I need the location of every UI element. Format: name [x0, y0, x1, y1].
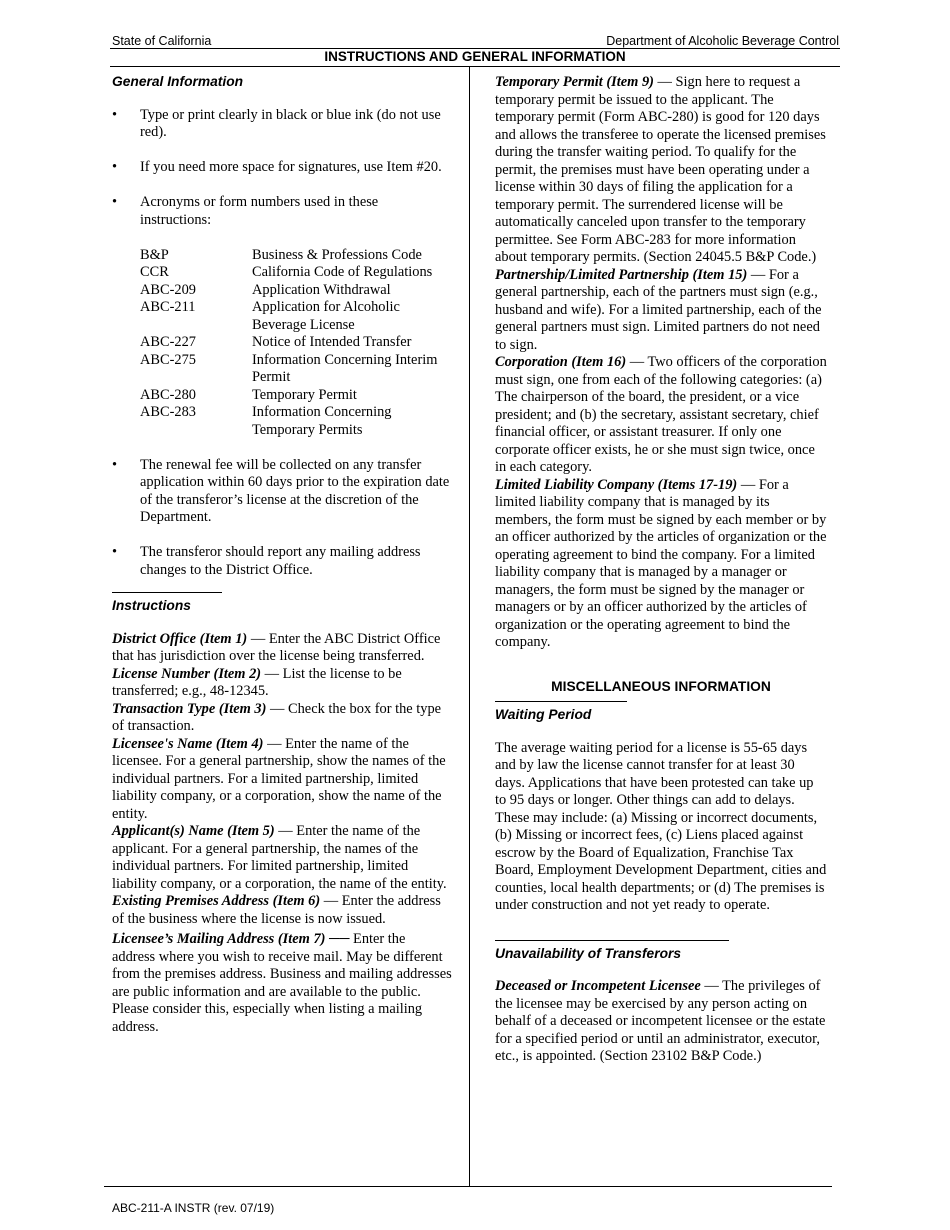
- header-state: State of California: [112, 34, 212, 48]
- instruction-item: [112, 931, 452, 1036]
- instruction-item: [112, 631, 452, 666]
- instruction-text: The privileges of the licensee may be exercised by any person acting on behalf of a deceased or incompetent licensee or the estate for a specified period or until an administrator, executor, etc., is appointed. (Section 23102 B&P Code.): [495, 978, 826, 1064]
- acronym-desc: Business & Professions Code: [252, 246, 422, 263]
- instruction-item: [112, 893, 452, 928]
- instruction-lead: Partnership/Limited Partnership (Item 15): [495, 266, 748, 283]
- instruction-lead: District Office (Item 1): [112, 630, 248, 647]
- bullet-text: The renewal fee will be collected on any transfer application within 60 days prior to the expiration date of the transferor’s license at the discretion of the Department.: [140, 456, 450, 525]
- header-rule-bottom: [110, 66, 840, 67]
- instruction-text: Enter the ABC District Office that has jurisdiction over the license being transferred.: [112, 630, 441, 664]
- acronym-desc: Notice of Intended Transfer: [252, 334, 412, 350]
- bullet-item: [112, 159, 452, 177]
- acronym-code: ABC-211: [140, 299, 196, 315]
- instruction-text: Enter the address of the business where the license is now issued.: [112, 893, 441, 927]
- instruction-item: [112, 666, 452, 701]
- instruction-text: Check the box for the type of transaction.: [112, 700, 442, 734]
- instruction-lead: Applicant(s) Name (Item 5): [112, 823, 275, 839]
- instruction-sep: —: [747, 266, 769, 283]
- instruction-lead: Licensee's Name (Item 4): [112, 735, 264, 752]
- footer-rule: [104, 1186, 832, 1187]
- instruction-sep: —: [261, 665, 283, 682]
- bullet-text: Acronyms or form numbers used in these instructions:: [140, 194, 379, 228]
- instructions-heading: Instructions: [112, 598, 191, 613]
- column-divider: [469, 67, 470, 1186]
- acronym-code: ABC-283: [140, 404, 196, 420]
- instruction-sep: —: [266, 700, 289, 717]
- acronym-row: [140, 282, 452, 300]
- acronym-row: [140, 404, 452, 439]
- instruction-item: [112, 736, 452, 824]
- acronym-code: ABC-275: [140, 351, 196, 368]
- bullet-text: The transferor should report any mailing address changes to the District Office.: [140, 544, 421, 578]
- instruction-lead: Corporation (Item 16): [495, 354, 627, 370]
- instruction-item: [112, 823, 452, 893]
- bullet-item: [112, 544, 452, 579]
- acronym-row: [140, 264, 452, 282]
- instruction-sep: —: [626, 354, 648, 370]
- waiting-period-text: The average waiting period for a license is 55-65 days and by law the license cannot transfer for at least 30 days. Applications that have been protested can take up to 95 days or longer. Other things can add to delays. These may include: (a) Missing or incorrect documents, (b) Missing or incorrect fees, (c) Liens placed against escrow by the Board of Equalization, Franchise Tax Board, Employment Development Department, cities and counties, local health departments; or (d) The premises is under construction and not yet ready to operate.: [495, 739, 827, 913]
- acronym-row: [140, 387, 452, 405]
- acronym-desc: Application for Alcoholic Beverage License: [252, 299, 400, 333]
- bullet-dot: •: [112, 194, 118, 210]
- instruction-lead: Licensee’s Mailing Address (Item 7): [112, 931, 326, 947]
- instruction-item: [495, 74, 827, 267]
- acronym-code: B&P: [140, 246, 169, 263]
- bullet-dot: •: [112, 544, 118, 560]
- instruction-item: [495, 267, 827, 355]
- acronym-code: ABC-227: [140, 334, 196, 350]
- instruction-text: Sign here to request a temporary permit be issued to the applicant. The temporary permit (Form ABC-280) is good for 120 days and allows the transferee to operate the licensed premises during the transfer waiting period. To qualify for the permit, the premises must have been operating under a license within 30 days of filing the application for a temporary permit. The surrendered license will be automatically canceled upon transfer to the temporary permittee. See Form ABC-283 for more information about temporary permits. (Section 24045.5 B&P Code.): [495, 74, 826, 265]
- instruction-lead: Deceased or Incompetent Licensee: [495, 978, 701, 994]
- instruction-sep: —: [320, 893, 342, 909]
- deceased-licensee-item: [495, 978, 827, 1066]
- acronym-desc: Temporary Permit: [252, 386, 357, 403]
- instruction-lead: Limited Liability Company (Items 17-19): [495, 476, 738, 493]
- instruction-sep: —: [653, 74, 676, 90]
- left-column: [112, 73, 452, 1036]
- instruction-item: [112, 701, 452, 736]
- acronym-row: [140, 247, 452, 265]
- instruction-text: Two officers of the corporation must sign, one from each of the following categories: (a) The chairperson of the board, the president, or a vice president; and (b) the secretary, assistant secretary, chief financial officer, or assistant treasurer. If only one corporate officer exists, he or she must sign twice, once in each category.: [495, 354, 827, 475]
- instruction-sep: —: [247, 630, 269, 647]
- instruction-item: [495, 477, 827, 652]
- bullet-item: [112, 194, 452, 229]
- misc-information-title: MISCELLANEOUS INFORMATION: [551, 678, 771, 694]
- acronym-row: [140, 352, 452, 387]
- instruction-text: Enter the address where you wish to receive mail. May be different from the premises address. Business and mailing addresses are public information and are available to the public. Please consider this, especially when listing a mailing address.: [112, 931, 452, 1035]
- acronym-desc: California Code of Regulations: [252, 264, 433, 280]
- instruction-item: [495, 354, 827, 477]
- waiting-period-heading: Waiting Period: [495, 707, 592, 722]
- instruction-lead: Existing Premises Address (Item 6): [112, 893, 321, 909]
- unavailability-heading: Unavailability of Transferors: [495, 945, 682, 961]
- bullet-item: [112, 457, 452, 527]
- page-title: INSTRUCTIONS AND GENERAL INFORMATION: [324, 49, 626, 64]
- header-department: Department of Alcoholic Beverage Control: [606, 34, 839, 48]
- acronym-row: [140, 299, 452, 334]
- bullet-dot: •: [112, 456, 118, 473]
- bullet-dot: •: [112, 159, 118, 175]
- acronym-code: ABC-209: [140, 281, 196, 298]
- bullet-item: [112, 107, 452, 142]
- general-information-heading: General Information: [112, 74, 244, 89]
- instruction-sep: —: [737, 476, 759, 493]
- acronym-code: ABC-280: [140, 386, 196, 403]
- acronym-table: [140, 247, 452, 440]
- bullet-text: Type or print clearly in black or blue ink (do not use red).: [140, 106, 441, 140]
- instruction-text: List the license to be transferred; e.g., 48-12345.: [112, 665, 402, 699]
- acronym-desc: Information Concerning Temporary Permits: [252, 404, 392, 438]
- instruction-sep: —: [263, 735, 286, 752]
- bullet-dot: •: [112, 106, 118, 123]
- instruction-lead: Transaction Type (Item 3): [112, 700, 267, 717]
- instruction-text: For a limited liability company that is managed by its members, the form must be signed by each member or by an officer authorized by the articles of organization or the operating agreement to bind the company. For a limited liability company that is managed by a manager or managers, the form must be signed by the manager or managers or by an officer authorized by the articles of organization or the operating agreement to bind the company.: [495, 476, 827, 650]
- acronym-row: [140, 334, 452, 352]
- instruction-sep: —: [700, 978, 723, 994]
- bullet-text: If you need more space for signatures, use Item #20.: [140, 159, 442, 175]
- instruction-lead: License Number (Item 2): [112, 665, 262, 682]
- instruction-sep: —: [274, 823, 297, 839]
- instruction-text: Enter the name of the applicant. For a general partnership, the names of the individual partners. For limited partnership, limited liability company, or a corporation, the name of the entity.: [112, 823, 447, 892]
- instruction-sep: ──: [325, 931, 354, 947]
- acronym-code: CCR: [140, 264, 169, 280]
- instruction-text: Enter the name of the licensee. For a general partnership, show the names of the individual partners. For a limited partnership, limited liability company, or a corporation, show the name of the entity.: [112, 735, 446, 822]
- instruction-text: For a general partnership, each of the partners must sign (e.g., husband and wife). For a limited partnership, each of the general partners must sign. Limited partners do not need to sign.: [495, 266, 822, 353]
- form-number: ABC-211-A INSTR (rev. 07/19): [112, 1201, 275, 1215]
- acronym-desc: Application Withdrawal: [252, 281, 391, 298]
- right-column: [495, 74, 827, 1066]
- acronym-desc: Information Concerning Interim Permit: [252, 351, 438, 385]
- instruction-lead: Temporary Permit (Item 9): [495, 74, 654, 90]
